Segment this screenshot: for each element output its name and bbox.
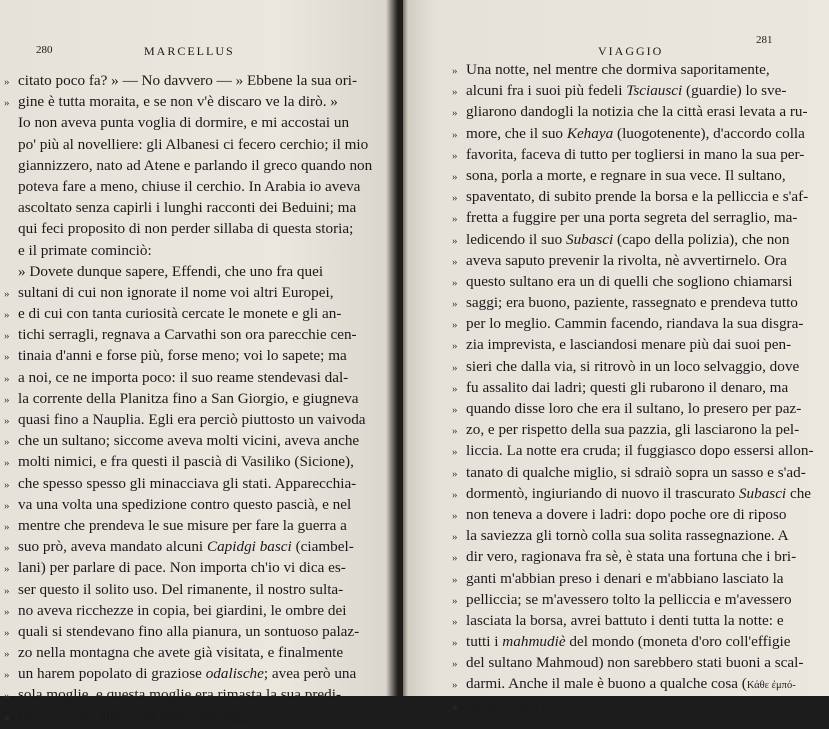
line-text: tichi serragli, regnava a Carvathi son ora parecchie cen- <box>18 326 357 344</box>
left-text-line <box>4 663 366 684</box>
right-text-line <box>452 440 822 461</box>
right-text-line <box>452 652 822 673</box>
left-text-line <box>4 515 366 536</box>
line-text: mentre che prendeva le sue misure per fare la guerra a <box>18 516 347 534</box>
left-text-line <box>4 388 366 409</box>
right-text-line <box>452 101 822 122</box>
quote-mark: » <box>452 679 458 692</box>
right-text-line <box>452 334 822 355</box>
quote-mark: » <box>4 584 10 597</box>
quote-mark: » <box>452 658 458 671</box>
quote-mark: » <box>4 626 10 639</box>
right-text-line <box>452 610 822 631</box>
right-text-line <box>452 546 822 567</box>
left-text-line <box>4 409 366 430</box>
left-text-line <box>4 600 366 621</box>
right-text-line <box>452 271 822 292</box>
left-text-line <box>4 91 366 112</box>
right-text-line <box>452 483 822 504</box>
left-text-line <box>4 557 366 578</box>
right-text-line <box>452 250 822 271</box>
line-text: gliarono dandogli la notizia che la città erasi levata a ru- <box>466 103 808 121</box>
left-text-line <box>4 197 366 218</box>
quote-mark: » <box>4 648 10 661</box>
left-text-line <box>4 451 366 472</box>
right-text-line <box>452 356 822 377</box>
line-text: favorita, faceva di tutto per togliersi in mano la sua per- <box>466 145 805 163</box>
line-text: aveva saputo prevenir la rivolta, nè avvertirnelo. Ora <box>466 251 787 269</box>
quote-mark: » <box>4 287 10 300</box>
left-text-line <box>4 324 366 345</box>
line-text: citato poco fa? » — No davvero — » Ebbene la sua ori- <box>18 72 358 89</box>
left-text-line <box>4 579 366 600</box>
line-text: che un sultano; siccome aveva molti vicini, aveva anche <box>18 432 360 450</box>
line-text: suo prò, aveva mandato alcuni Capidgi basci (ciambel- <box>18 538 354 556</box>
quote-mark: » <box>452 107 458 120</box>
left-text-line <box>4 70 366 91</box>
left-text-line <box>4 134 369 155</box>
quote-mark: » <box>452 170 458 183</box>
line-text: poteva fare a meno, chiuse il cerchio. In Arabia io aveva <box>18 177 361 195</box>
left-text-line <box>4 282 366 303</box>
right-text-line <box>452 144 822 165</box>
line-text: διον διὰ τὸ καλόν). <box>466 696 550 714</box>
line-text: » Dovete dunque sapere, Effendi, che uno fra quei <box>18 262 324 280</box>
line-text: pelliccia; se m'avessero tolto la pelliccia e m'avessero <box>466 590 792 608</box>
quote-mark: » <box>4 478 10 491</box>
line-text: sona, porla a morte, e regnare in sua vece. Il sultano, <box>466 166 786 184</box>
line-text: saggi; era buono, paziente, rassegnato e prendeva tutto <box>466 294 798 312</box>
left-text-line <box>4 261 366 282</box>
line-text: quasi fino a Nauplia. Egli era perciò piuttosto un vaivoda <box>18 411 366 428</box>
line-text: dormentò, ingiuriando di nuovo il trascurato Subasci che <box>466 484 812 502</box>
left-text-line <box>4 642 366 663</box>
left-page-number: 280 <box>36 44 53 56</box>
quote-mark: » <box>452 446 458 459</box>
line-text: per lo meglio. Cammin facendo, riandava la sua disgra- <box>466 315 804 333</box>
left-text-line <box>4 345 366 366</box>
line-text: zo nella montagna che avete già visitata, e finalmente <box>18 644 344 662</box>
line-text: zo, e per rispetto della sua pazzia, gli lasciarono la pel- <box>466 421 800 439</box>
quote-mark: » <box>452 488 458 501</box>
line-text: fu assalito dai ladri; questi gli rubarono il denaro, ma <box>466 378 789 396</box>
right-text-line <box>452 673 822 694</box>
left-page-text <box>4 70 373 727</box>
right-text-line <box>452 568 822 589</box>
line-text: quali si stendevano fino alla pianura, un sontuoso palaz- <box>18 622 360 640</box>
left-text-line <box>4 536 366 557</box>
line-text: Una notte, nel mentre che dormiva saporitamente, <box>466 61 770 78</box>
quote-mark: » <box>452 192 458 205</box>
quote-mark: » <box>4 605 10 618</box>
line-text: qui feci proposito di non perder sillaba di questa storia; <box>18 220 354 238</box>
line-text: non teneva a dovere i ladri: dopo poche ore di riposo <box>466 505 787 523</box>
left-text-line <box>4 684 366 705</box>
right-text-line <box>452 123 822 144</box>
line-text: no aveva ricchezze in copia, bei giardini, le ombre dei <box>18 601 347 619</box>
right-text-line <box>452 525 822 546</box>
quote-mark: » <box>452 213 458 226</box>
right-text-line <box>452 186 822 207</box>
line-text: fretta a fuggire per una porta segreta del serraglio, ma- <box>466 209 798 227</box>
quote-mark: » <box>452 552 458 565</box>
quote-mark: » <box>4 393 10 406</box>
right-text-line <box>452 80 822 101</box>
line-text: gine è tutta moraita, e se non v'è discaro ve la dirò. » <box>18 93 338 111</box>
quote-mark: » <box>4 563 10 576</box>
quote-mark: » <box>452 298 458 311</box>
quote-mark: » <box>4 520 10 533</box>
left-text-line <box>4 112 366 133</box>
left-text-line <box>4 240 366 261</box>
quote-mark: » <box>452 128 458 141</box>
left-text-line <box>4 176 366 197</box>
quote-mark: » <box>4 711 10 724</box>
quote-mark: » <box>4 457 10 470</box>
quote-mark: » <box>4 690 10 703</box>
quote-mark: » <box>452 382 458 395</box>
quote-mark: » <box>452 573 458 586</box>
quote-mark: » <box>452 404 458 416</box>
left-text-line <box>4 367 366 388</box>
quote-mark: » <box>452 149 458 162</box>
quote-mark: » <box>452 319 458 332</box>
line-text: liccia. La notte era cruda; il fuggiasco dopo essersi allon- <box>466 442 814 460</box>
quote-mark: » <box>452 425 458 438</box>
line-text: ganti m'abbian preso i denari e m'abbiano lasciato la <box>466 569 784 587</box>
right-text-line <box>452 292 822 313</box>
quote-mark: » <box>4 542 10 555</box>
line-text: la corrente della Planitza fino a San Giorgio, e giugneva <box>18 389 359 407</box>
right-page-number: 281 <box>756 34 773 46</box>
line-text: ascoltato senza capirli i lunghi racconti dei Beduini; ma <box>18 199 357 217</box>
quote-mark: » <box>452 361 458 374</box>
line-text: Io non aveva punta voglia di dormire, e mi accostai un <box>18 114 350 132</box>
line-text: e il primate cominciò: <box>18 241 152 259</box>
line-text: ledicendo il suo Subasci (capo della polizia), che non <box>466 230 790 248</box>
quote-mark: » <box>452 340 458 353</box>
line-text: more, che il suo Kehaya (luogotenente), d'accordo colla <box>466 124 805 142</box>
quote-mark: » <box>452 531 458 544</box>
quote-mark: » <box>452 615 458 628</box>
quote-mark: » <box>4 97 10 110</box>
quote-mark: » <box>4 330 10 343</box>
line-text: giannizzero, nato ad Atene e parlando il greco quando non <box>18 156 373 174</box>
right-text-line <box>452 504 822 525</box>
book-gutter <box>386 0 408 696</box>
left-text-line <box>4 430 366 451</box>
right-text-line <box>452 462 822 483</box>
line-text: tutti i mahmudiè del mondo (moneta d'oro coll'effigie <box>466 633 791 651</box>
line-text: lasciata la borsa, avrei battuto i denti tutta la notte: e <box>466 611 784 629</box>
line-text: darmi. Anche il male è buono a qualche cosa (Κάθε ἐμπό- <box>466 675 796 693</box>
line-text: tinaia d'anni e forse più, forse meno; voi lo sapete; ma <box>18 347 347 365</box>
line-text: quando disse loro che era il sultano, lo presero per paz- <box>466 400 802 417</box>
quote-mark: » <box>4 436 10 449</box>
right-text-line <box>452 313 822 334</box>
left-running-title: MARCELLUS <box>144 44 235 58</box>
right-text-line <box>452 695 822 716</box>
quote-mark: » <box>452 509 458 522</box>
quote-mark: » <box>452 594 458 607</box>
left-text-line <box>4 218 366 239</box>
line-text: tanato di qualche miglio, si sdraiò sopra un sasso e s'ad- <box>466 463 806 481</box>
right-text-line <box>452 377 822 398</box>
line-text: sultani di cui non ignorate il nome voi altri Europei, <box>18 283 334 301</box>
quote-mark: » <box>452 65 458 77</box>
line-text: del sultano Mahmoud) non sarebbero stati buoni a scal- <box>466 654 804 672</box>
left-text-line <box>4 706 366 727</box>
quote-mark: » <box>452 700 458 713</box>
right-text-line <box>452 207 822 228</box>
quote-mark: » <box>4 669 10 682</box>
right-running-title: VIAGGIO <box>598 44 664 58</box>
line-text: po' più al novelliere: gli Albanesi ci fecero cerchio; il mio <box>18 135 369 153</box>
line-text: a noi, ce ne importa poco: il suo reame stendevasi dal- <box>18 368 349 386</box>
line-text: e di cui con tanta curiosità cercate le monete e gli an- <box>18 305 342 323</box>
line-text: un harem popolato di graziose odalische; avea però una <box>18 665 357 683</box>
right-text-line <box>452 589 822 610</box>
quote-mark: » <box>452 637 458 650</box>
line-text: la saviezza gli tornò colla sua solita rassegnazione. A <box>466 527 789 545</box>
quote-mark: » <box>4 415 10 427</box>
line-text: lani) per parlare di pace. Non importa ch'io vi dica es- <box>18 559 346 577</box>
left-text-line <box>4 303 366 324</box>
line-text: molti nimici, e fra questi il pascià di Vasiliko (Sicione), <box>18 453 354 471</box>
quote-mark: » <box>4 76 10 88</box>
quote-mark: » <box>452 255 458 268</box>
line-text: letta, ciò che allora era raro come oggi. <box>18 707 256 725</box>
line-text: va una volta una spedizione contro questo pascià, e nel <box>18 495 352 513</box>
line-text: questo sultano era un di quelli che sogliono chiamarsi <box>466 272 793 290</box>
left-text-line <box>4 621 366 642</box>
right-text-line <box>452 631 822 652</box>
left-text-line <box>4 494 366 515</box>
right-text-line <box>452 165 822 186</box>
right-text-line <box>452 419 822 440</box>
left-text-line <box>4 473 366 494</box>
right-text-line <box>452 229 822 250</box>
quote-mark: » <box>4 309 10 322</box>
quote-mark: » <box>452 467 458 480</box>
quote-mark: » <box>452 86 458 99</box>
quote-mark: » <box>452 276 458 289</box>
line-text: dir vero, ragionava fra sè, è stata una fortuna che i bri- <box>466 548 797 566</box>
quote-mark: » <box>452 234 458 247</box>
quote-mark: » <box>4 499 10 512</box>
line-text: ser questo il solito uso. Del rimanente, il nostro sulta- <box>18 580 344 598</box>
line-text: sola moglie, e questa moglie era rimasta la sua predi- <box>18 686 342 704</box>
line-text: spaventato, di subito prende la borsa e la pelliccia e s'af- <box>466 188 809 206</box>
line-text: alcuni fra i suoi più fedeli Tsciausci (guardie) lo sve- <box>466 82 787 100</box>
quote-mark: » <box>4 372 10 385</box>
quote-mark: » <box>4 351 10 364</box>
right-text-line <box>452 59 822 80</box>
line-text: che spesso spesso gli minacciava gli stati. Apparecchia- <box>18 474 357 492</box>
right-text-line <box>452 398 822 419</box>
line-text: zia imprevista, e lasciandosi menare più dai suoi pen- <box>466 336 792 354</box>
line-text: sieri che dalla via, si ritrovò in un loco selvaggio, dove <box>466 357 800 375</box>
left-text-line <box>4 155 373 176</box>
right-page-text <box>452 59 822 716</box>
